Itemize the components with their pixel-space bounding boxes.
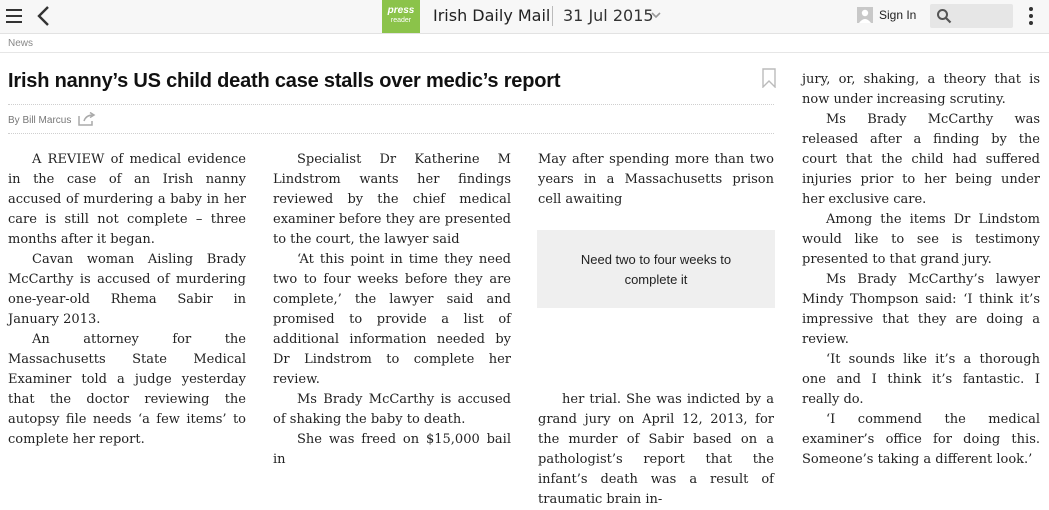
pull-quote: Need two to four weeks to complete it [537,230,775,308]
article-column-1 [8,150,246,450]
paragraph: A REVIEW of medical evidence in the case of an Irish nanny accused of murdering a baby in her care is still not complete – three months after it began. [8,152,246,247]
publication-title[interactable]: Irish Daily Mail [433,6,551,25]
chevron-left-icon[interactable] [36,5,52,27]
pressreader-logo[interactable] [382,0,420,33]
paragraph: Cavan woman Aisling Brady McCarthy is accused of murdering one-year-old Rhema Sabir in January 2013. [8,252,246,327]
more-vertical-icon[interactable] [1029,7,1035,27]
chevron-down-icon[interactable] [651,10,661,20]
logo-line1: press [387,5,415,16]
article-column-2 [273,150,511,470]
article-column-3-bottom [538,390,774,510]
paragraph: An attorney for the Massachusetts State Medical Examiner told a judge yesterday that the doctor reviewing the autopsy file needs ‘a few items’ to complete her report. [8,332,246,447]
paragraph: ‘At this point in time they need two to four weeks before they are complete,’ the lawyer said and promised to provide a list of additional information needed by Dr Lindstrom to complete her review. [273,252,511,387]
article-column-4 [802,70,1040,470]
top-toolbar [0,0,1049,34]
paragraph: Ms Brady McCarthy’s lawyer Mindy Thompson said: ‘I think it’s impressive that they are doing a review. [802,272,1040,347]
paragraph: Specialist Dr Katherine M Lindstrom wants her findings reviewed by the chief medical examiner before they are presented to the court, the lawyer said [273,152,511,247]
paragraph: jury, or, shaking, a theory that is now under increasing scrutiny. [802,72,1040,107]
divider [0,52,1049,53]
hamburger-icon[interactable] [6,9,22,23]
article-headline: Irish nanny’s US child death case stalls over medic’s report [8,70,561,92]
bookmark-icon[interactable] [762,68,776,88]
search-icon [936,8,952,24]
divider [552,6,553,26]
article-column-3-top [538,150,774,210]
paragraph: Ms Brady McCarthy is accused of shaking the baby to death. [273,392,511,427]
sign-in-button[interactable]: Sign In [879,8,917,22]
paragraph: ‘It sounds like it’s a thorough one and I think it’s fantastic. I really do. [802,352,1040,407]
section-label[interactable]: News [8,38,34,49]
logo-line2: reader [390,17,412,24]
paragraph: her trial. She was indicted by a grand jury on April 12, 2013, for the murder of Sabir based on a pathologist’s report that the infant’s death was a result of traumatic brain in- [538,392,774,507]
divider [8,133,774,134]
paragraph: May after spending more than two years in a Massachusetts prison cell awaiting [538,152,774,207]
issue-date[interactable]: 31 Jul 2015 [563,6,654,25]
paragraph: Among the items Dr Lindstom would like to see is testimony presented to that grand jury. [802,212,1040,267]
paragraph: ‘I commend the medical examiner’s office for doing this. Someone’s taking a different look.’ [802,412,1040,467]
search-input[interactable] [930,4,1013,28]
divider [8,104,774,105]
share-icon[interactable] [78,112,96,126]
paragraph: Ms Brady McCarthy was released after a finding by the court that the child had suffered injuries prior to her being under her exclusive care. [802,112,1040,207]
user-icon[interactable] [857,7,873,23]
byline: By Bill Marcus [8,115,72,126]
paragraph: She was freed on $15,000 bail in [273,432,511,467]
